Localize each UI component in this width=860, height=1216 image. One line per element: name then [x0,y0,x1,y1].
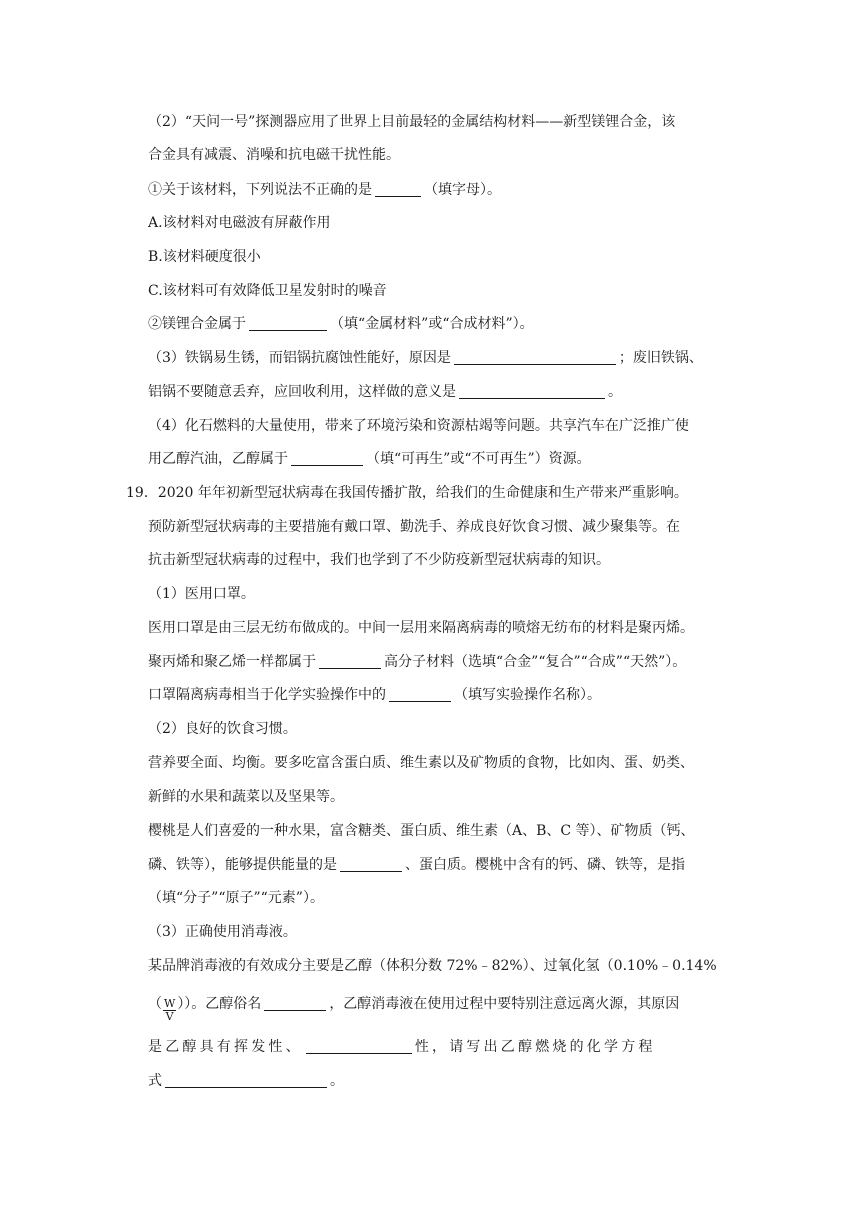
sub3-text-2: 是乙醇具有挥发性、 [148,1039,303,1055]
sub3-text: ））。乙醇俗名 [177,996,262,1012]
q19-sub3-title: （3）正确使用消毒液。 [148,924,297,940]
p3-suffix-2: 。 [608,384,622,400]
answer-blank[interactable] [389,687,451,702]
q19-sub1-line-1: 医用口罩是由三层无纺布做成的。中间一层用来隔离病毒的喷熔无纺布的材料是聚丙烯。 [148,620,694,636]
p2-line-2: 合金具有减震、消噪和抗电磁干扰性能。 [148,147,400,163]
sub3-suffix: ，乙醇消毒液在使用过程中要特别注意远离火源，其原因 [329,996,680,1012]
sub1-text: 聚丙烯和聚乙烯一样都属于 [148,654,316,670]
sub1-suffix: 高分子材料（选填“合金”“复合”“合成”“天然”）。 [384,654,687,670]
answer-blank[interactable] [459,384,605,399]
q19-sub2-line-1: 营养要全面、均衡。要多吃富含蛋白质、维生素以及矿物质的食物，比如肉、蛋、奶类、 [148,755,694,771]
answer-blank[interactable] [319,654,381,669]
answer-blank[interactable] [340,857,402,872]
sub2-text: 磷、铁等），能够提供能量的是 [148,857,337,873]
answer-blank[interactable] [375,182,421,197]
fraction-numerator: W [164,997,176,1010]
q19-sub3-line-1: 某品牌消毒液的有效成分主要是乙醇（体积分数 72%﹣82%）、过氧化氢（0.10%﹣0.14% [148,958,717,974]
sub3-suffix-2: 性，请写出乙醇燃烧的化学方程 [414,1039,656,1055]
q1-suffix: （填字母）。 [424,182,501,198]
q19-line-3: 抗击新型冠状病毒的过程中，我们也学到了不少防疫新型冠状病毒的知识。 [148,552,610,568]
q2-suffix: （填“金属材料”或“合成材料”）。 [330,316,534,332]
q2-line [148,315,534,333]
sub2-suffix: 、蛋白质。樱桃中含有的钙、磷、铁等，是指 [405,857,685,873]
q19-sub3-line-4 [148,1072,344,1090]
p2-line-1: （2）“天问一号”探测器应用了世界上目前最轻的金属结构材料——新型镁锂合金，该 [148,114,676,130]
q19-sub1-line-3 [148,686,601,704]
q19-sub2-title: （2）良好的饮食习惯。 [148,721,297,737]
fraction-denominator: V [165,1010,174,1023]
w-over-v-fraction [163,998,176,1023]
answer-blank[interactable] [249,316,327,331]
q19-sub1-line-2 [148,653,686,671]
answer-blank[interactable] [306,1039,412,1054]
question-19-title: 19．2020 年年初新型冠状病毒在我国传播扩散，给我们的生命健康和生产带来严重影响。 [126,485,688,501]
p3-text: （3）铁锅易生锈，而铝锅抗腐蚀性能好，原因是 [148,350,451,366]
q19-line-2: 预防新型冠状病毒的主要措施有戴口罩、勤洗手、养成良好饮食习惯、减少聚集等。在 [148,519,680,535]
p3-suffix: ；废旧铁锅、 [618,350,703,366]
option-a: A.该材料对电磁波有屏蔽作用 [148,215,331,231]
q2-text: ②镁锂合金属于 [148,316,246,332]
sub3-text-3: 式 [148,1073,162,1089]
answer-blank[interactable] [291,451,363,466]
q19-sub2-line-5: （填“分子”“原子”“元素”）。 [148,890,324,906]
p3-line-1 [148,349,703,367]
q19-sub2-line-2: 新鲜的水果和蔬菜以及坚果等。 [148,789,344,805]
p4-suffix: （填“可再生”或“不可再生”）资源。 [366,451,591,467]
q1-line [148,181,501,199]
answer-blank[interactable] [264,996,326,1011]
open-paren: （ [148,996,162,1012]
p4-text: 用乙醇汽油，乙醇属于 [148,451,288,467]
q19-sub3-line-2 [148,995,679,1023]
option-b: B.该材料硬度很小 [148,249,261,265]
q19-sub3-line-3 [148,1038,656,1056]
q19-sub1-title: （1）医用口罩。 [148,586,255,602]
p3-text-2: 铝锅不要随意丢弃，应回收利用，这样做的意义是 [148,384,456,400]
q19-sub2-line-4 [148,856,685,874]
answer-blank[interactable] [454,350,616,365]
answer-blank[interactable] [165,1073,327,1088]
sub3-suffix-3: 。 [330,1073,344,1089]
p3-line-2 [148,383,622,401]
q1-text: ①关于该材料，下列说法不正确的是 [148,182,372,198]
q19-sub2-line-3: 樱桃是人们喜爱的一种水果，富含糖类、蛋白质、维生素（A、B、C 等）、矿物质（钙、 [148,823,695,839]
sub1-suffix-2: （填写实验操作名称）。 [454,687,601,703]
option-c: C.该材料可有效降低卫星发射时的噪音 [148,283,387,299]
p4-line-2 [148,450,591,468]
sub1-text-2: 口罩隔离病毒相当于化学实验操作中的 [148,687,386,703]
p4-line-1: （4）化石燃料的大量使用，带来了环境污染和资源枯竭等问题。共享汽车在广泛推广使 [148,418,689,434]
